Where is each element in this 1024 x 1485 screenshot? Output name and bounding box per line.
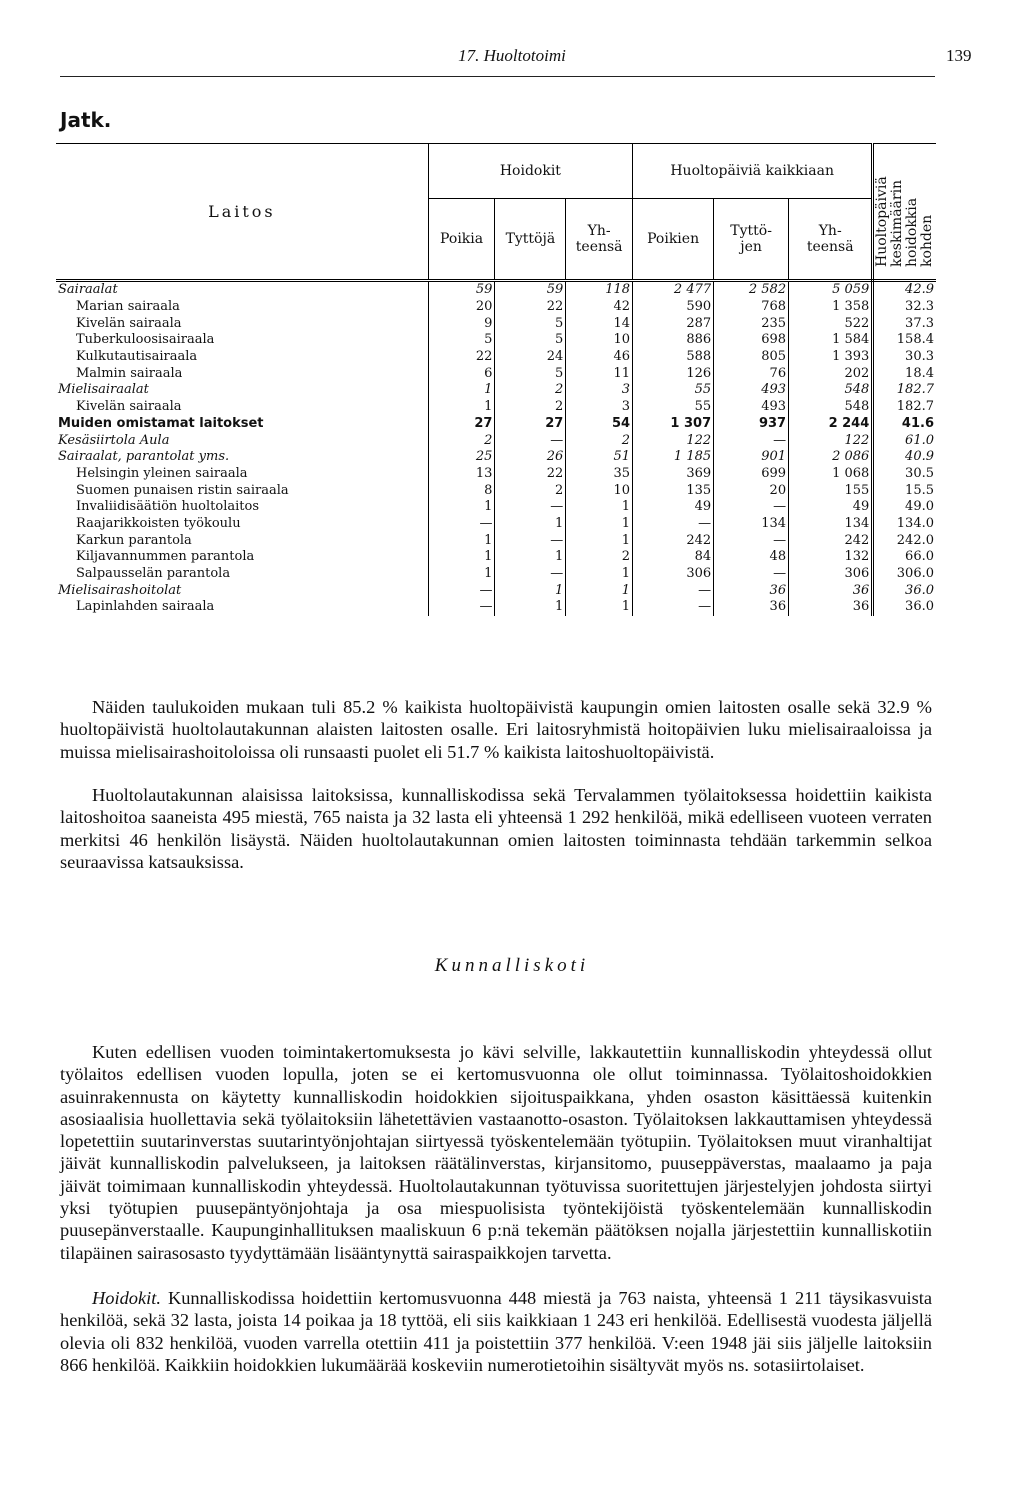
table-cell: 1 — [428, 399, 495, 416]
table-cell: 26 — [495, 449, 566, 466]
paragraph-3: Kuten edellisen vuoden toimintakertomuksesta jo kävi selville, lakkautettiin kunnalliskodin yhteydessä ollut työlaitos edellisen vuoden lopulla, joten se ei kertomusvuonna ole ollut toiminnassa. Työlaitoshoidokkien asuinrakennusta on käytetty kunnalliskodin hoidokkien sijoituspaikkana, yhden osaston käsittäessä kuitenkin asosiaalisia huollettavia sekä työlaitoksiin lähetettävien vastaanotto-osaston. Työlaitoksen lakkauttamisen yhteydessä lopetettiin suutarinverstas suutarintyönjohtajan siirtyessä työskentelemään työtupiin. Työlaitoksen muut viranhaltijat jäivät kunnalliskodin palvelukseen, ja laitoksen räätälinverstas, kirjansitomo, puuseppäverstas, maalaamo ja paja jäivät toimimaan kunnalliskodin yhteydessä. Huoltolautakunnan työtuvissa suoritettujen järjestelyjen johdosta siirtyi yksi työtupien puusepäntyönjohtaja ja osa miespuolisista työntekijöistä työskentelemään kunnalliskodin puusepänverstaalle. Kaupunginhallituksen maaliskuun 6 p:nä tekemän päätöksen nojalla järjestettiin kunnalliskotiin tilapäinen sairasosasto tyydyttämään lisääntynyttä sairaspaikkojen tarvetta. — [60, 1042, 932, 1263]
table-cell: 32.3 — [905, 299, 934, 315]
table-cell: 48 — [714, 549, 789, 566]
table-cell: 27 — [428, 416, 495, 433]
table-cell: 2 — [495, 399, 566, 416]
table-cell: 59 — [495, 281, 566, 299]
table-cell: 9 — [428, 315, 495, 332]
table-cell: — — [714, 566, 789, 583]
table-cell: 548 — [789, 399, 873, 416]
table-cell: 1 — [566, 516, 633, 533]
table-cell: 306.0 — [896, 566, 934, 582]
row-label: Karkun parantola — [56, 532, 428, 549]
table-cell: 698 — [714, 332, 789, 349]
table-cell: 134 — [789, 516, 873, 533]
table-row — [56, 499, 936, 516]
table-cell: 36.0 — [905, 582, 934, 598]
row-label: Marian sairaala — [56, 299, 428, 316]
table-cell: 49.0 — [905, 499, 934, 515]
table-cell: 41.6 — [901, 415, 934, 431]
table-cell: 1 185 — [633, 449, 714, 466]
row-label: Sairaalat, parantolat yms. — [56, 449, 428, 466]
table-cell: 242.0 — [896, 532, 934, 548]
group-huoltopaivia: Huoltopäiviä kaikkiaan — [633, 144, 873, 199]
table-cell: 42 — [566, 299, 633, 316]
table-cell: 2 582 — [714, 281, 789, 299]
table-cell: 937 — [714, 416, 789, 433]
row-label: Lapinlahden sairaala — [56, 599, 428, 616]
table-cell: 3 — [566, 399, 633, 416]
table-cell: — — [495, 432, 566, 449]
table-cell: — — [428, 582, 495, 599]
table-cell: 5 — [495, 365, 566, 382]
table-row — [56, 432, 936, 449]
table-cell: 2 — [495, 382, 566, 399]
col-avg-label: Huoltopäiviä keskimäärin hoidokkia kohden — [874, 175, 936, 267]
table-cell: 242 — [633, 532, 714, 549]
table-row — [56, 382, 936, 399]
table-cell: 369 — [633, 466, 714, 483]
row-label: Mielisairashoitolat — [56, 582, 428, 599]
table-cell: 51 — [566, 449, 633, 466]
table-cell: 699 — [714, 466, 789, 483]
table-cell: 10 — [566, 482, 633, 499]
table-cell: 1 307 — [633, 416, 714, 433]
col-yhteensa-1: Yh- teensä — [566, 199, 633, 281]
table-body — [56, 281, 936, 616]
table-cell: 61.0 — [905, 432, 934, 448]
table-cell: 55 — [633, 382, 714, 399]
table-cell: 13 — [428, 466, 495, 483]
table-cell: 49 — [633, 499, 714, 516]
table-cell: — — [633, 599, 714, 616]
table-cell: 5 059 — [789, 281, 873, 299]
table-cell: 15.5 — [905, 482, 934, 498]
table-cell: — — [495, 499, 566, 516]
table-cell: 5 — [495, 315, 566, 332]
table-cell: — — [495, 532, 566, 549]
table-cell: 2 — [428, 432, 495, 449]
table-cell: 66.0 — [905, 549, 934, 565]
table-cell: 134.0 — [896, 515, 934, 531]
table-cell: 901 — [714, 449, 789, 466]
table-cell: 1 — [566, 582, 633, 599]
row-label: Mielisairaalat — [56, 382, 428, 399]
table-cell: 1 — [428, 566, 495, 583]
table-row — [56, 332, 936, 349]
row-label: Kivelän sairaala — [56, 315, 428, 332]
table-cell: 36.0 — [905, 599, 934, 615]
table-cell: 8 — [428, 482, 495, 499]
table-cell: 1 — [428, 532, 495, 549]
table-cell: 1 — [566, 532, 633, 549]
paragraph-4-lead: Hoidokit. — [92, 1288, 161, 1308]
table-cell: 2 — [566, 549, 633, 566]
table-cell: 76 — [714, 365, 789, 382]
table-cell: 2 — [495, 482, 566, 499]
table-row — [56, 582, 936, 599]
table-cell: 155 — [789, 482, 873, 499]
table-cell: 84 — [633, 549, 714, 566]
table-cell: 22 — [495, 299, 566, 316]
table-cell: 36 — [714, 599, 789, 616]
table-cell: 1 — [428, 549, 495, 566]
row-label: Salpausselän parantola — [56, 566, 428, 583]
table-cell: 20 — [428, 299, 495, 316]
table-cell: 588 — [633, 349, 714, 366]
table-cell: 46 — [566, 349, 633, 366]
statistics-table — [56, 143, 936, 616]
table-cell: 1 068 — [789, 466, 873, 483]
table-cell: — — [428, 599, 495, 616]
col-poikia: Poikia — [428, 199, 495, 281]
col-yhteensa-2: Yh- teensä — [789, 199, 873, 281]
table-cell: 27 — [495, 416, 566, 433]
table-cell: 14 — [566, 315, 633, 332]
table-cell: 1 — [495, 549, 566, 566]
table-cell: 36 — [714, 582, 789, 599]
row-label: Malmin sairaala — [56, 365, 428, 382]
paragraph-1: Näiden taulukoiden mukaan tuli 85.2 % kaikista huoltopäivistä kaupungin omien laitosten osalle sekä 32.9 % huoltopäivistä huoltolautakunnan alaisten laitosten osalle. Eri laitosryhmistä hoitopäivien luku mielisairaaloissa ja muissa mielisairashoitoloissa oli runsaasti puolet eli 51.7 % kaikista laitoshuoltopäivistä. — [60, 697, 932, 762]
table-cell: 493 — [714, 399, 789, 416]
table-cell: 1 — [495, 599, 566, 616]
table-cell: 6 — [428, 365, 495, 382]
table-cell: 1 584 — [789, 332, 873, 349]
table-cell: — — [714, 432, 789, 449]
table-row — [56, 365, 936, 382]
table-cell: 118 — [566, 281, 633, 299]
table-row — [56, 349, 936, 366]
col-poikien: Poikien — [633, 199, 714, 281]
table-cell: 306 — [789, 566, 873, 583]
running-header-title: 17. Huoltotoimi — [458, 46, 566, 65]
table-cell: — — [633, 582, 714, 599]
section-title: Kunnalliskoti — [434, 955, 590, 976]
table-cell: — — [714, 532, 789, 549]
table-cell: 2 477 — [633, 281, 714, 299]
header-rule — [60, 76, 935, 77]
table-cell: 1 — [495, 516, 566, 533]
table-cell: 1 — [566, 499, 633, 516]
table-cell: — — [495, 566, 566, 583]
row-label: Helsingin yleinen sairaala — [56, 466, 428, 483]
table-row — [56, 466, 936, 483]
table-cell: 40.9 — [905, 449, 934, 465]
table-cell: 493 — [714, 382, 789, 399]
row-label: Kulkutautisairaala — [56, 349, 428, 366]
table-cell: 11 — [566, 365, 633, 382]
table-cell: 548 — [789, 382, 873, 399]
table-cell: 235 — [714, 315, 789, 332]
table-cell: 59 — [428, 281, 495, 299]
row-label: Suomen punaisen ristin sairaala — [56, 482, 428, 499]
table-cell: 1 — [566, 599, 633, 616]
table-row — [56, 416, 936, 433]
table-cell: 2 244 — [789, 416, 873, 433]
row-label: Raajarikkoisten työkoulu — [56, 516, 428, 533]
table-cell: 202 — [789, 365, 873, 382]
table-cell: 42.9 — [905, 282, 934, 298]
page-number: 139 — [946, 46, 972, 65]
table-cell: 25 — [428, 449, 495, 466]
table-cell: 10 — [566, 332, 633, 349]
table-cell: 3 — [566, 382, 633, 399]
table-cell: 49 — [789, 499, 873, 516]
table-cell: 37.3 — [905, 315, 934, 331]
table-cell: 768 — [714, 299, 789, 316]
table-cell: — — [428, 516, 495, 533]
table-cell: 805 — [714, 349, 789, 366]
table-cell: 5 — [495, 332, 566, 349]
table-cell: 158.4 — [896, 332, 934, 348]
table-cell: 22 — [495, 466, 566, 483]
paragraph-4 — [60, 1287, 932, 1376]
table-row — [56, 299, 936, 316]
table-cell: — — [633, 516, 714, 533]
table-cell: 182.7 — [896, 382, 934, 398]
table-cell: 2 — [566, 432, 633, 449]
table-cell: 590 — [633, 299, 714, 316]
row-label: Kiljavannummen parantola — [56, 549, 428, 566]
row-label: Tuberkuloosisairaala — [56, 332, 428, 349]
table-cell: 122 — [789, 432, 873, 449]
paragraph-4-text: Kunnalliskodissa hoidettiin kertomusvuonna 448 miestä ja 763 naista, yhteensä 1 211 täysikasvuista henkilöä, sekä 32 lasta, joista 14 poikaa ja 18 tyttöä, eli siis kaikkiaan 1 243 eri henkilöä. Edellisestä vuodesta jäljellä olevia oli 832 henkilöä, vuoden varrella otettiin 411 ja poistettiin 377 henkilöä. V:een 1948 jäi siis jäljelle laitoksiin 866 henkilöä. Kaikkiin hoidokkien lukumäärää koskeviin numerotietoihin sisältyvät myös ns. sotasiirtolaiset. — [60, 1288, 932, 1375]
row-label: Sairaalat — [56, 281, 428, 299]
row-label: Invaliidisäätiön huoltolaitos — [56, 499, 428, 516]
table-cell: 306 — [633, 566, 714, 583]
table-cell: 1 — [428, 382, 495, 399]
table-cell: 20 — [714, 482, 789, 499]
table-row — [56, 599, 936, 616]
row-label: Kesäsiirtola Aula — [56, 432, 428, 449]
table-row — [56, 482, 936, 499]
table-cell: 22 — [428, 349, 495, 366]
table-cell: 1 393 — [789, 349, 873, 366]
table-row — [56, 449, 936, 466]
table-cell: 24 — [495, 349, 566, 366]
paragraph-2: Huoltolautakunnan alaisissa laitoksissa, kunnalliskodissa sekä Tervalammen työlaitoksessa hoidettiin kaikista laitoshoitoa saaneista 495 miestä, 765 naista ja 32 lasta eli yhteensä 1 292 henkilöä, mikä edelliseen vuoteen verraten merkitsi 46 henkilön lisäystä. Näiden huoltolautakunnan omien laitosten toiminnasta tehdään tarkemmin selkoa seuraavissa katsauksissa. — [60, 785, 932, 872]
table-cell: 5 — [428, 332, 495, 349]
table-cell: 122 — [633, 432, 714, 449]
group-hoidokit: Hoidokit — [428, 144, 632, 199]
col-tyttojen: Tyttö- jen — [714, 199, 789, 281]
table-row — [56, 399, 936, 416]
table-cell: 30.5 — [905, 465, 934, 481]
table-cell: 132 — [789, 549, 873, 566]
table-cell: 18.4 — [905, 365, 934, 381]
table-cell: 886 — [633, 332, 714, 349]
table-cell: 30.3 — [905, 349, 934, 365]
col-tyttoja: Tyttöjä — [495, 199, 566, 281]
table-cell: 36 — [789, 599, 873, 616]
table-cell: 287 — [633, 315, 714, 332]
table-cell: 134 — [714, 516, 789, 533]
table-cell: 522 — [789, 315, 873, 332]
table-row — [56, 315, 936, 332]
table-cell: 1 358 — [789, 299, 873, 316]
table-cell: 1 — [495, 582, 566, 599]
table-cell: 36 — [789, 582, 873, 599]
table-row — [56, 566, 936, 583]
table-row — [56, 532, 936, 549]
table-cell: 1 — [566, 566, 633, 583]
table-cell: 54 — [566, 416, 633, 433]
continuation-label: Jatk. — [60, 108, 112, 132]
table-cell: 2 086 — [789, 449, 873, 466]
table-cell: 242 — [789, 532, 873, 549]
table-row — [56, 281, 936, 299]
table-cell: 55 — [633, 399, 714, 416]
table-row — [56, 549, 936, 566]
table-cell: 1 — [428, 499, 495, 516]
table-row — [56, 516, 936, 533]
table-cell: 35 — [566, 466, 633, 483]
table-cell: 135 — [633, 482, 714, 499]
table-cell: 126 — [633, 365, 714, 382]
row-label: Kivelän sairaala — [56, 399, 428, 416]
row-label: Muiden omistamat laitokset — [56, 416, 428, 433]
col-laitos: Laitos — [56, 144, 428, 281]
table-cell: 182.7 — [896, 399, 934, 415]
table-cell: — — [714, 499, 789, 516]
col-avg — [873, 144, 936, 281]
